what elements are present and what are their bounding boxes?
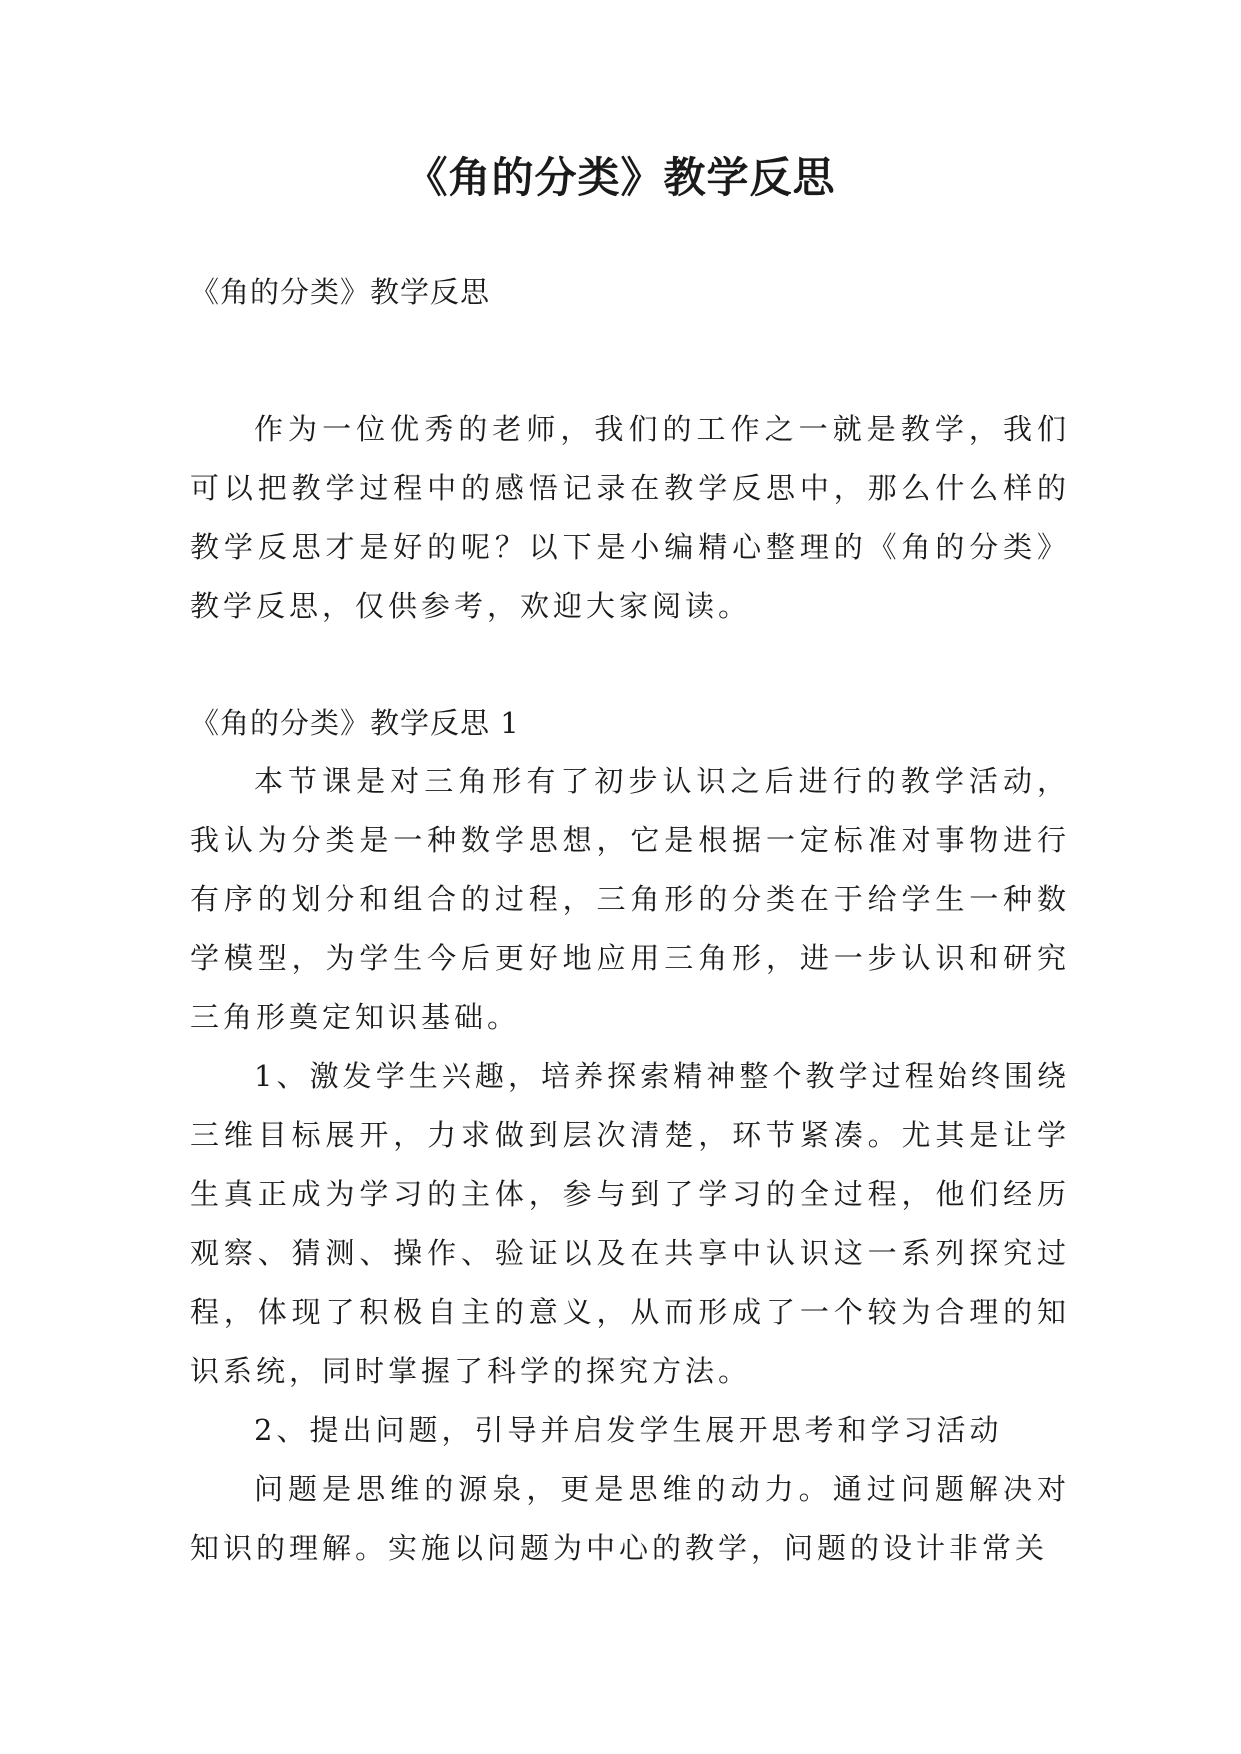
body-paragraph-2: 1、激发学生兴趣，培养探索精神整个教学过程始终围绕三维目标展开，力求做到层次清楚，环节紧凑。尤其是让学生真正成为学习的主体，参与到了学习的全过程，他们经历观察、猜测、操作、验证以及在共享中认识这一系列探究过程，体现了积极自主的意义，从而形成了一个较为合理的知识系统，同时掌握了科学的探究方法。: [190, 1059, 1070, 1388]
document-title: 《角的分类》教学反思: [405, 153, 836, 202]
section-body: [190, 752, 1070, 1578]
body-paragraph-4: 问题是思维的源泉，更是思维的动力。通过问题解决对知识的理解。实施以问题为中心的教学，问题的设计非常关: [190, 1472, 1070, 1565]
intro-block: [190, 400, 1070, 636]
section-heading: 《角的分类》教学反思 1: [190, 706, 520, 740]
document-subtitle: 《角的分类》教学反思: [190, 275, 491, 309]
body-paragraph-3: 2、提出问题，引导并启发学生展开思考和学习活动: [254, 1413, 1003, 1447]
intro-paragraph: 作为一位优秀的老师，我们的工作之一就是教学，我们可以把教学过程中的感悟记录在教学反思中，那么什么样的教学反思才是好的呢？以下是小编精心整理的《角的分类》教学反思，仅供参考，欢迎大家阅读。: [190, 412, 1070, 623]
body-paragraph-1: 本节课是对三角形有了初步认识之后进行的教学活动，我认为分类是一种数学思想，它是根据一定标准对事物进行有序的划分和组合的过程，三角形的分类在于给学生一种数学模型，为学生今后更好地应用三角形，进一步认识和研究三角形奠定知识基础。: [190, 764, 1070, 1034]
